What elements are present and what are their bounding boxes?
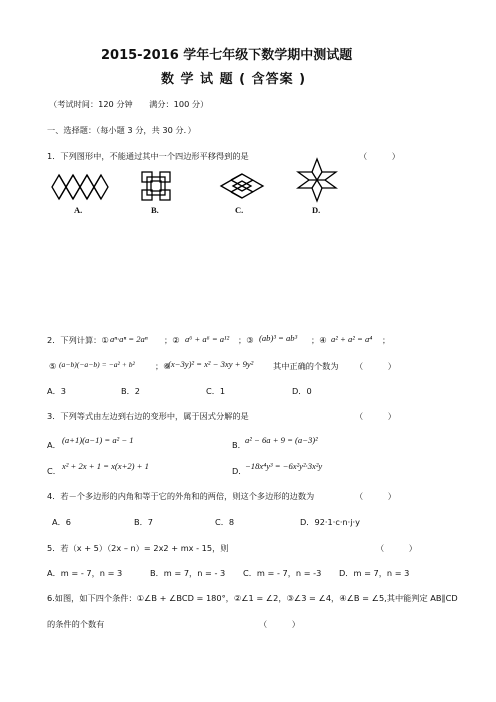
q3-option-d-label: D． [232, 466, 247, 476]
q4-option-c: C．8 [215, 517, 235, 527]
q2-expr-6: (x−3y)² = x² − 3xy + 9y² [168, 359, 254, 369]
figure-a-diamond-chain [50, 172, 114, 202]
exam-info: （考试时间：120 分钟 满分：100 分） [49, 99, 209, 109]
q1-option-b-label: B. [151, 205, 159, 215]
q1-option-d-label: D. [312, 205, 321, 215]
q6-stem-line2: 的条件的个数有 [47, 619, 105, 629]
q5-option-b: B．m = 7，n = - 3 [150, 568, 226, 578]
q2-suffix: 其中正确的个数为 [273, 361, 339, 371]
q3-answer-blank: （ ） [355, 411, 396, 421]
q3-option-d-expr: −18x⁴y³ = −6x²y²·3x²y [245, 461, 323, 471]
q1-stem: 1．下列图形中，不能通过其中一个四边形平移得到的是 [47, 151, 249, 161]
q1-answer-blank: （ ） [359, 151, 400, 161]
q3-option-b-expr: a² − 6a + 9 = (a−3)² [245, 435, 318, 445]
q3-option-b-label: B． [232, 440, 246, 450]
q4-answer-blank: （ ） [355, 491, 396, 501]
q3-option-a-label: A． [47, 440, 61, 450]
q3-option-c-label: C． [47, 466, 61, 476]
q5-option-d: D．m = 7，n = 3 [339, 568, 410, 578]
q6-stem-line1: 6.如图，如下四个条件：①∠B + ∠BCD = 180°，②∠1 = ∠2，③∠3 = ∠4，④∠B = ∠5,其中能判定 AB∥CD [47, 593, 458, 603]
q2-sep-3: ；④ [311, 335, 327, 345]
q2-expr-1: aⁿ·aⁿ = 2aⁿ [110, 334, 148, 344]
page-subtitle: 数 学 试 题 ( 含答案 ) [161, 72, 307, 87]
q2-sep-1: ；② [164, 335, 180, 345]
q4-option-b: B．7 [134, 517, 154, 527]
q2-prefix-5: ⑤ [49, 361, 57, 371]
figure-c-rhombus-pattern [219, 172, 265, 200]
q2-sep-5: ；⑥ [155, 361, 171, 371]
q5-answer-blank: （ ） [376, 543, 417, 553]
q5-option-c: C．m = - 7，n = -3 [243, 568, 322, 578]
figure-b-square-knot [140, 170, 172, 202]
q6-answer-blank: （ ） [259, 619, 300, 629]
q3-option-a-expr: (a+1)(a−1) = a² − 1 [62, 435, 134, 445]
q2-expr-5: (a−b)(−a−b) = −a² + b² [59, 360, 135, 369]
q2-sep-2: ；③ [238, 335, 254, 345]
q2-expr-3: (ab)³ = ab³ [259, 333, 298, 343]
section-heading: 一、选择题：（每小题 3 分，共 30 分．） [47, 125, 196, 135]
q2-answer-blank: （ ） [355, 361, 396, 371]
q4-stem: 4．若－个多边形的内角和等于它的外角和的两倍，则这个多边形的边数为 [47, 491, 315, 501]
q1-option-c-label: C. [235, 205, 244, 215]
q5-option-a: A．m = - 7，n = 3 [47, 568, 123, 578]
q2-expr-2: a⁶ + a⁶ = a¹² [185, 334, 230, 344]
q2-option-b: B．2 [121, 386, 141, 396]
q2-option-d: D．0 [292, 386, 312, 396]
q2-prefix: 2．下列计算：① [47, 335, 109, 345]
figure-d-star [296, 157, 338, 203]
q2-option-c: C．1 [206, 386, 226, 396]
q4-option-a: A．6 [52, 517, 71, 527]
page-title: 2015-2016 学年七年级下数学期中测试题 [101, 48, 353, 63]
q2-option-a: A．3 [47, 386, 66, 396]
q3-stem: 3．下列等式由左边到右边的变形中，属于因式分解的是 [47, 411, 249, 421]
q2-expr-4: a² + a² = a⁴ [331, 334, 373, 344]
q1-option-a-label: A. [74, 205, 83, 215]
q5-stem: 5．若（x + 5）（2x – n）= 2x2 + mx - 15，则 [47, 543, 229, 553]
q3-option-c-expr: x² + 2x + 1 = x(x+2) + 1 [62, 461, 149, 471]
q2-sep-4: ； [382, 335, 391, 345]
q4-option-d: D．92·1·c·n·j·y [300, 517, 360, 527]
